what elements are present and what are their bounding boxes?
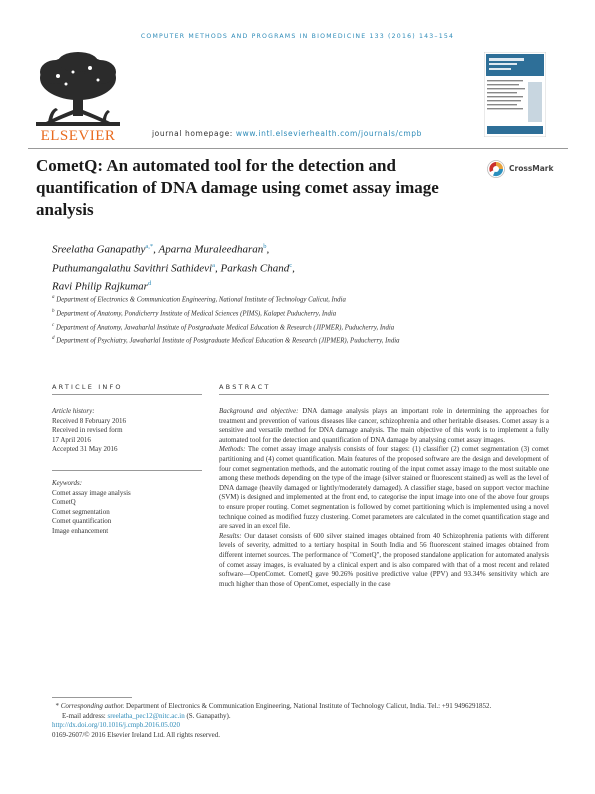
methods-label: Methods: bbox=[219, 445, 246, 454]
email-link[interactable]: sreelatha_pec12@nitc.ac.in bbox=[107, 711, 185, 720]
journal-homepage bbox=[152, 129, 422, 138]
abstract-methods bbox=[219, 445, 549, 531]
affiliation-text: Department of Anatomy, Pondicherry Institute of Medical Sciences (PIMS), Kalapet Puducherry, India bbox=[56, 310, 337, 318]
email-owner: (S. Ganapathy). bbox=[186, 711, 231, 720]
email-line bbox=[52, 712, 552, 722]
homepage-link[interactable]: www.intl.elsevierhealth.com/journals/cmpb bbox=[235, 129, 423, 138]
affiliation-item bbox=[52, 307, 472, 319]
author-affil-marker: c bbox=[289, 261, 293, 269]
history-item: Received 8 February 2016 bbox=[52, 416, 127, 425]
keyword-item: Comet segmentation bbox=[52, 507, 110, 516]
abstract-divider bbox=[219, 394, 549, 395]
doi-link[interactable]: http://dx.doi.org/10.1016/j.cmpb.2016.05.020 bbox=[52, 721, 181, 730]
corresponding-text: Department of Electronics & Communication Engineering, National Institute of Technology Calicut, India. Tel.: +91 9496291852. bbox=[126, 702, 492, 710]
crossmark-label: CrossMark bbox=[509, 164, 554, 173]
author-name[interactable]: Aparna Muraleedharan bbox=[158, 243, 264, 256]
author-list: Sreelatha Ganapathy$^{a,*}$, Aparna Muraleedharan$^b$, Puthumangalathu Savithri Sathidevi$^a$, Parkash Chand$^c$, Ravi Philip Rajkumar$^d$ bbox=[52, 243, 295, 293]
author-name[interactable]: Ravi Philip Rajkumar bbox=[52, 280, 148, 293]
crossmark-badge[interactable] bbox=[487, 160, 557, 180]
author-name[interactable]: Puthumangalathu Savithri Sathidevi bbox=[52, 262, 213, 275]
affiliation-item bbox=[52, 334, 472, 346]
affiliation-marker: d bbox=[52, 336, 55, 342]
article-info-heading: ARTICLE INFO bbox=[52, 383, 123, 391]
background-label: Background and objective: bbox=[219, 407, 299, 415]
author-affil-marker: d bbox=[147, 280, 152, 288]
author-affil-marker: a,* bbox=[145, 243, 154, 250]
corresponding-label: Corresponding author. bbox=[60, 702, 125, 710]
history-item: 17 April 2016 bbox=[52, 435, 91, 444]
keywords bbox=[52, 479, 202, 537]
affiliation-marker: a bbox=[52, 295, 55, 300]
author-affil-marker: a bbox=[212, 261, 215, 269]
abstract-heading: ABSTRACT bbox=[219, 383, 271, 391]
background-text: DNA damage analysis plays an important role in determining the approaches for treatment and prevention of various diseases like cancer, schizophrenia and other heritable diseases. Comet assay is a sensitive and versatile method for DNA damage analysis. The main objective of this work is to implement a fully automated tool for the detection and quantification of DNA damage by analysing comet assay images. bbox=[219, 407, 550, 444]
journal-citation-header: COMPUTER METHODS AND PROGRAMS IN BIOMEDICINE 133 (2016) 143–154 bbox=[140, 33, 455, 40]
results-label: Results: bbox=[219, 531, 242, 540]
abstract-results bbox=[219, 532, 549, 590]
crossmark-icon bbox=[487, 160, 505, 178]
affiliation-marker: c bbox=[52, 322, 55, 328]
header-divider bbox=[28, 148, 568, 149]
abstract-body bbox=[219, 407, 549, 589]
email-label: E-mail address: bbox=[62, 711, 106, 720]
author-name[interactable]: Parkash Chand bbox=[220, 262, 290, 275]
affiliation-text: Department of Psychiatry, Jawaharlal Institute of Postgraduate Medical Education & Research (JIPMER), Puducherry, India bbox=[56, 337, 400, 345]
copyright: 0169-2607/© 2016 Elsevier Ireland Ltd. All rights reserved. bbox=[52, 730, 221, 739]
keyword-item: Comet assay image analysis bbox=[52, 488, 131, 497]
article-history bbox=[52, 407, 202, 455]
journal-cover-image bbox=[484, 52, 546, 137]
affiliation-text: Department of Electronics & Communication Engineering, National Institute of Technology Calicut, India bbox=[56, 296, 346, 304]
affiliation-text: Department of Anatomy, Jawaharlal Institute of Postgraduate Medical Education & Research (JIPMER), Puducherry, India bbox=[55, 323, 395, 331]
author-affil-marker: b bbox=[263, 243, 267, 250]
footnotes bbox=[52, 702, 552, 740]
author-name[interactable]: Sreelatha Ganapathy bbox=[52, 243, 146, 256]
corresponding-author-note: * Corresponding author. Department of Electronics & Communication Engineering, National Institute of Technology Calicut, India. Tel.: +91 9496291852. bbox=[52, 702, 492, 710]
affiliation-marker: b bbox=[52, 308, 55, 314]
homepage-label: journal homepage: bbox=[152, 129, 233, 138]
affiliation-item bbox=[52, 321, 472, 333]
methods-text: The comet assay image analysis consists of four stages: (1) classifier (2) comet segmentation (3) comet partitioning and (4) comet quantification. Main features of the proposed software are the design and development of four comet segmentation methods, and the automatic routing of the input comet assay image to the most suitable one among these methods depending on the type of the image (silver stained or fluorescent stained) as well as the level of DNA damage (heavily damaged or lightly/moderately damaged). A classifier stage, based on support vector machine (SVM) is designed and implemented at the front end, to categorise the input image into one of the above four groups to ensure proper routing. Comet segmentation is followed by comet partitioning which is implemented using a novel technique coined as modified fuzzy clustering. Comet parameters are calculated in the comet quantification stage and are saved in an excel file. bbox=[219, 445, 549, 531]
results-text: Our dataset consists of 600 silver stained images obtained from 40 Schizophrenia patients with different levels of severity, admitted to a tertiary hospital in South India and 56 fluorescent stained images obtained from different internet sources. The performance of "CometQ", the proposed standalone application for automated analysis of comet assay images, is evaluated by a clinical expert and is also compared with that of a most recent and related software—OpenComet. CometQ gave 90.26% positive predictive value (PPV) and 93.34% sensitivity which are much higher than those of OpenComet, especially in the case bbox=[219, 531, 550, 588]
affiliations bbox=[52, 293, 472, 348]
affiliation-item bbox=[52, 293, 472, 305]
elsevier-wordmark: ELSEVIER bbox=[40, 128, 116, 144]
history-item: Accepted 31 May 2016 bbox=[52, 445, 118, 454]
article-history-label: Article history: bbox=[52, 407, 95, 415]
keyword-item: Comet quantification bbox=[52, 517, 112, 526]
history-item: Received in revised form bbox=[52, 426, 123, 435]
article-info-divider bbox=[52, 394, 202, 395]
abstract-background bbox=[219, 407, 549, 445]
history-divider bbox=[52, 470, 202, 471]
article-title: CometQ: An automated tool for the detection and quantification of DNA damage using comet assay image analysis bbox=[36, 156, 439, 219]
keyword-item: Image enhancement bbox=[52, 526, 109, 535]
keyword-item: CometQ bbox=[52, 498, 76, 507]
footnote-rule bbox=[52, 697, 132, 698]
keywords-label: Keywords: bbox=[52, 479, 83, 487]
